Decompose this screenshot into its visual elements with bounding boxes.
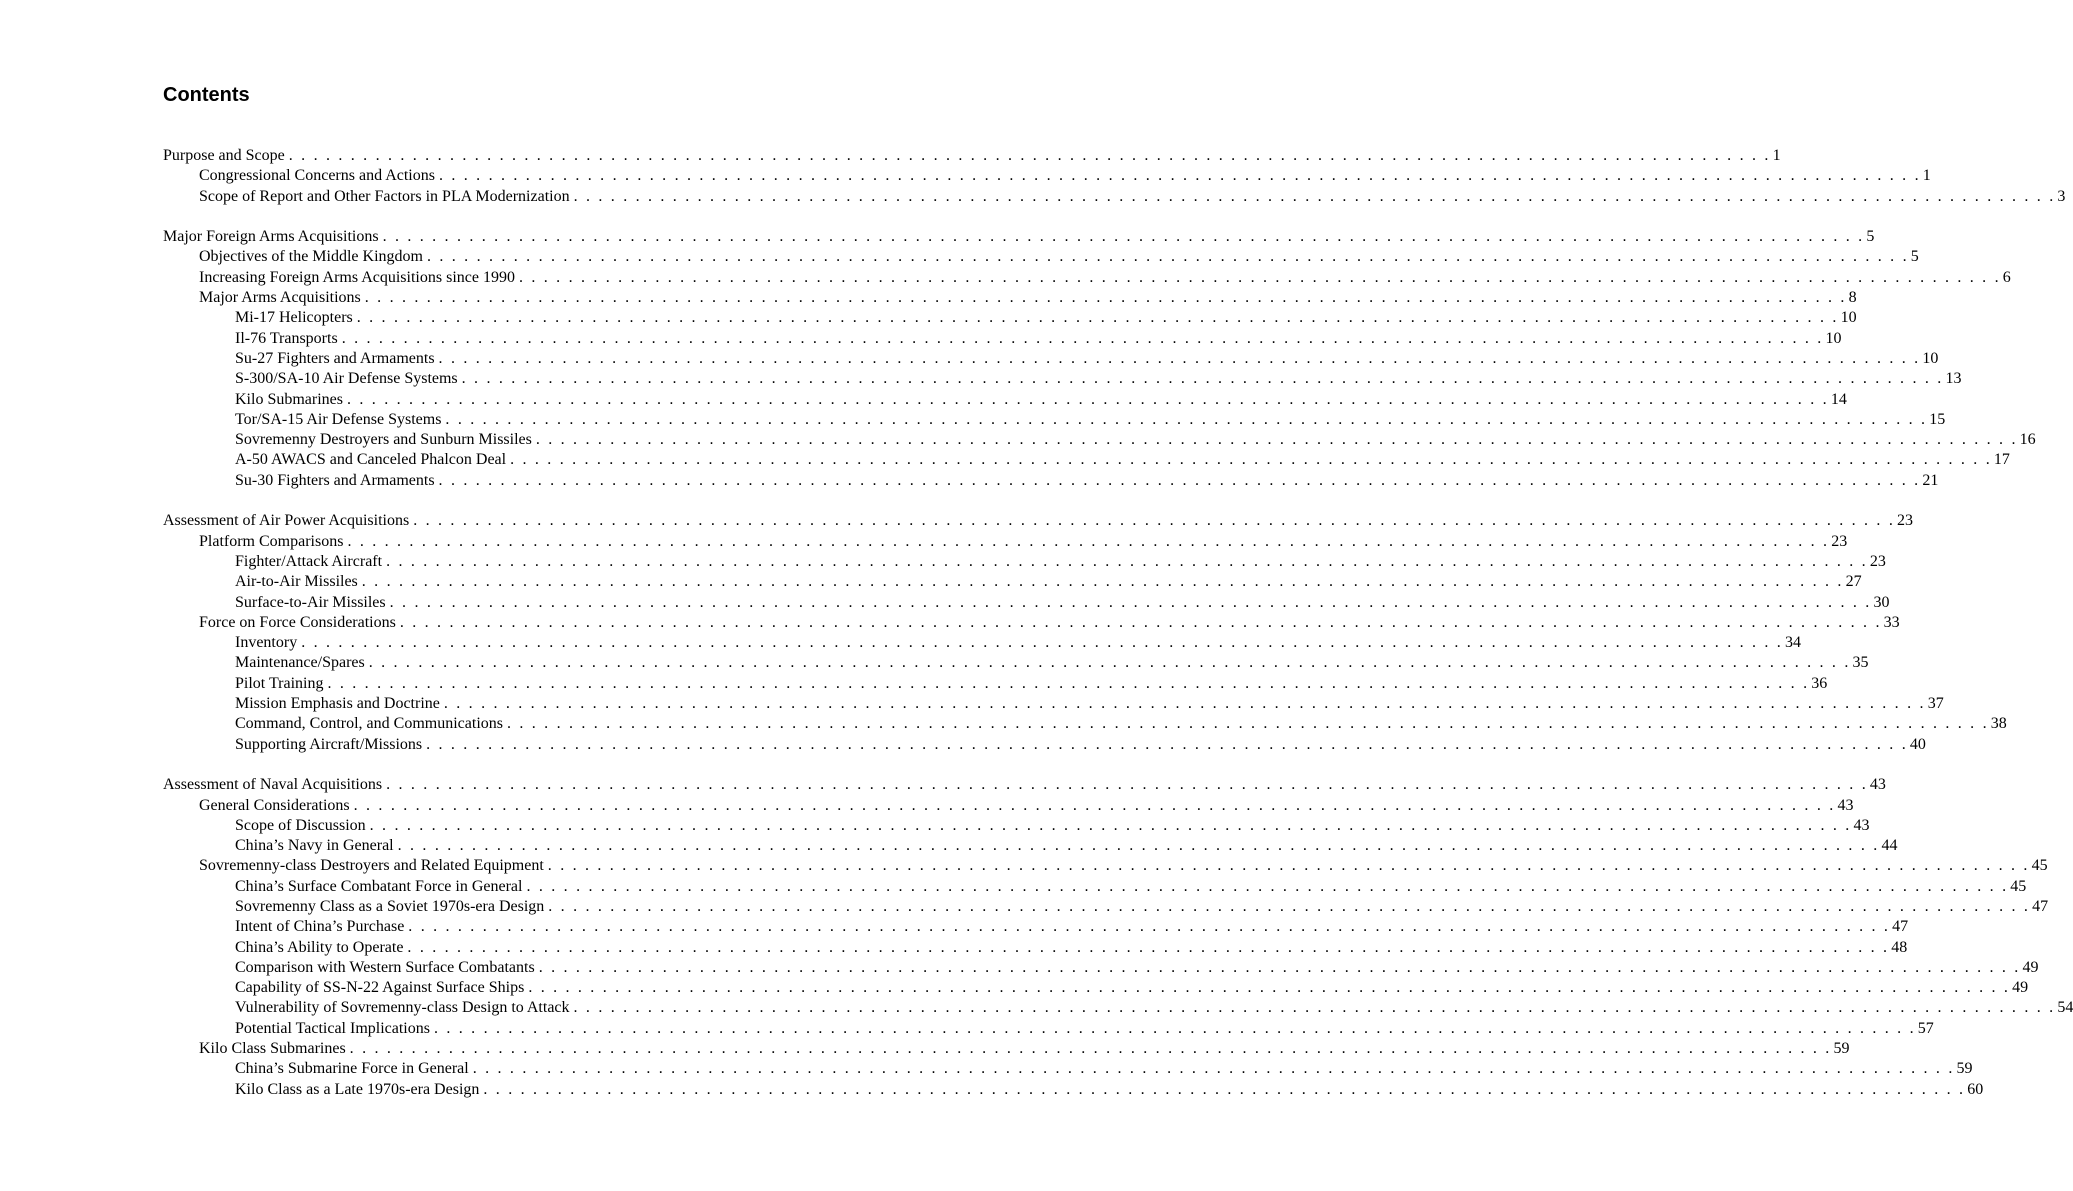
dot-leader: . . . . . . . . . . . . . . . . . . . . . . . . . . . . . . . . . . . . . . . . . . . . . . . . . . . . . . . . . . . . . . . . . . . . . . . . . . . . . . . . . . . . . . . . . . . . . . . . . . . . . . . . . . . . . . . . . . . . . . . . — [368, 654, 1851, 672]
toc-page-number: 59 — [1956, 1060, 1973, 1078]
toc-entry-title: Supporting Aircraft/Missions — [235, 735, 423, 753]
dot-leader: . . . . . . . . . . . . . . . . . . . . . . . . . . . . . . . . . . . . . . . . . . . . . . . . . . . . . . . . . . . . . . . . . . . . . . . . . . . . . . . . . . . . . . . . . . . . . . . . . . . . . . . . . . . . . . . . . . . . . . . . — [461, 370, 1944, 388]
toc-entry[interactable] — [163, 978, 2029, 998]
toc-page-number: 34 — [1785, 634, 1802, 652]
toc-entry[interactable] — [163, 227, 1875, 247]
dot-leader: . . . . . . . . . . . . . . . . . . . . . . . . . . . . . . . . . . . . . . . . . . . . . . . . . . . . . . . . . . . . . . . . . . . . . . . . . . . . . . . . . . . . . . . . . . . . . . . . . . . . . . . . . . . . . . . . . . . . . . . . — [389, 593, 1872, 611]
toc-page-number: 14 — [1830, 390, 1847, 408]
dot-leader: . . . . . . . . . . . . . . . . . . . . . . . . . . . . . . . . . . . . . . . . . . . . . . . . . . . . . . . . . . . . . . . . . . . . . . . . . . . . . . . . . . . . . . . . . . . . . . . . . . . . . . . . . . . . . . . . . . . . . . . . — [426, 248, 1909, 266]
dot-leader: . . . . . . . . . . . . . . . . . . . . . . . . . . . . . . . . . . . . . . . . . . . . . . . . . . . . . . . . . . . . . . . . . . . . . . . . . . . . . . . . . . . . . . . . . . . . . . . . . . . . . . . . . . . . . . . . . . . . . . . . — [386, 552, 1868, 570]
dot-leader: . . . . . . . . . . . . . . . . . . . . . . . . . . . . . . . . . . . . . . . . . . . . . . . . . . . . . . . . . . . . . . . . . . . . . . . . . . . . . . . . . . . . . . . . . . . . . . . . . . . . . . . . . . . . . . . . . . . . . . . . — [472, 1060, 1955, 1078]
toc-page-number: 60 — [1967, 1080, 1984, 1098]
dot-leader: . . . . . . . . . . . . . . . . . . . . . . . . . . . . . . . . . . . . . . . . . . . . . . . . . . . . . . . . . . . . . . . . . . . . . . . . . . . . . . . . . . . . . . . . . . . . . . . . . . . . . . . . . . . . . . . . . . . . . . . . — [538, 958, 2021, 976]
dot-leader: . . . . . . . . . . . . . . . . . . . . . . . . . . . . . . . . . . . . . . . . . . . . . . . . . . . . . . . . . . . . . . . . . . . . . . . . . . . . . . . . . . . . . . . . . . . . . . . . . . . . . . . . . . . . . . . . . . . . . . . . — [573, 187, 2056, 205]
toc-entry-title: Assessment of Naval Acquisitions — [163, 776, 383, 794]
dot-leader: . . . . . . . . . . . . . . . . . . . . . . . . . . . . . . . . . . . . . . . . . . . . . . . . . . . . . . . . . . . . . . . . . . . . . . . . . . . . . . . . . . . . . . . . . . . . . . . . . . . . . . . . . . . . . . . . . . . . . . . . — [573, 999, 2056, 1017]
toc-entry[interactable] — [163, 593, 1890, 613]
toc-entry[interactable] — [163, 674, 1828, 694]
toc-page-number: 43 — [1853, 816, 1870, 834]
toc-entry[interactable] — [163, 1039, 1850, 1059]
toc-entry-title: Intent of China’s Purchase — [235, 918, 405, 936]
toc-entry[interactable] — [163, 775, 1886, 795]
toc-entry-title: Major Foreign Arms Acquisitions — [163, 228, 379, 246]
toc-entry-title: Vulnerability of Sovremenny-class Design to Attack — [235, 999, 570, 1017]
toc-entry[interactable] — [163, 796, 1854, 816]
dot-leader: . . . . . . . . . . . . . . . . . . . . . . . . . . . . . . . . . . . . . . . . . . . . . . . . . . . . . . . . . . . . . . . . . . . . . . . . . . . . . . . . . . . . . . . . . . . . . . . . . . . . . . . . . . . . . . . . . . . . . . . . — [369, 816, 1852, 834]
toc-entry-title: Su-27 Fighters and Armaments — [235, 349, 435, 367]
toc-page-number: 43 — [1837, 796, 1854, 814]
toc-entry-title: Scope of Discussion — [235, 816, 366, 834]
toc-entry-title: S-300/SA-10 Air Defense Systems — [235, 370, 458, 388]
dot-leader: . . . . . . . . . . . . . . . . . . . . . . . . . . . . . . . . . . . . . . . . . . . . . . . . . . . . . . . . . . . . . . . . . . . . . . . . . . . . . . . . . . . . . . . . . . . . . . . . . . . . . . . . . . . . . . . . . . . . . . . . — [356, 309, 1839, 327]
toc-entry[interactable] — [163, 552, 1886, 572]
toc-page-number: 57 — [1917, 1019, 1934, 1037]
toc-page-number: 45 — [2031, 857, 2048, 875]
toc-page-number: 59 — [1833, 1040, 1850, 1058]
dot-leader: . . . . . . . . . . . . . . . . . . . . . . . . . . . . . . . . . . . . . . . . . . . . . . . . . . . . . . . . . . . . . . . . . . . . . . . . . . . . . . . . . . . . . . . . . . . . . . . . . . . . . . . . . . . . . . . . . . . . . . . . — [445, 410, 1928, 428]
toc-page-number: 6 — [2002, 268, 2011, 286]
toc-page-number: 17 — [1993, 451, 2010, 469]
toc-page-number: 37 — [1927, 695, 1944, 713]
dot-leader: . . . . . . . . . . . . . . . . . . . . . . . . . . . . . . . . . . . . . . . . . . . . . . . . . . . . . . . . . . . . . . . . . . . . . . . . . . . . . . . . . . . . . . . . . . . . . . . . . . . . . . . . . . . . . . . . . . . . . . . . — [528, 979, 2011, 997]
dot-leader: . . . . . . . . . . . . . . . . . . . . . . . . . . . . . . . . . . . . . . . . . . . . . . . . . . . . . . . . . . . . . . . . . . . . . . . . . . . . . . . . . . . . . . . . . . . . . . . . . . . . . . . . . . . . . . . . . . . . . . . . — [413, 512, 1896, 530]
toc-entry[interactable] — [163, 694, 1944, 714]
dot-leader: . . . . . . . . . . . . . . . . . . . . . . . . . . . . . . . . . . . . . . . . . . . . . . . . . . . . . . . . . . . . . . . . . . . . . . . . . . . . . . . . . . . . . . . . . . . . . . . . . . . . . . . . . . . . . . . . . . . . . . . . — [548, 897, 2031, 915]
toc-entry[interactable] — [163, 450, 2010, 470]
toc-entry-title: Su-30 Fighters and Armaments — [235, 471, 435, 489]
toc-page-number: 47 — [1892, 918, 1909, 936]
toc-page-number: 10 — [1825, 329, 1842, 347]
toc-entry-title: China’s Navy in General — [235, 837, 394, 855]
toc-entry[interactable] — [163, 998, 2073, 1018]
toc-page-number: 3 — [2057, 187, 2066, 205]
toc-page-number: 49 — [2022, 958, 2039, 976]
dot-leader: . . . . . . . . . . . . . . . . . . . . . . . . . . . . . . . . . . . . . . . . . . . . . . . . . . . . . . . . . . . . . . . . . . . . . . . . . . . . . . . . . . . . . . . . . . . . . . . . . . . . . . . . . . . . . . . . . . . . . . . . — [506, 715, 1989, 733]
toc-page-number: 36 — [1811, 674, 1828, 692]
table-of-contents — [163, 146, 2073, 1100]
toc-page-number: 10 — [1840, 309, 1857, 327]
toc-entry[interactable] — [163, 572, 1862, 592]
toc-entry-title: Potential Tactical Implications — [235, 1019, 430, 1037]
toc-entry-title: Kilo Class Submarines — [199, 1040, 346, 1058]
dot-leader: . . . . . . . . . . . . . . . . . . . . . . . . . . . . . . . . . . . . . . . . . . . . . . . . . . . . . . . . . . . . . . . . . . . . . . . . . . . . . . . . . . . . . . . . . . . . . . . . . . . . . . . . . . . . . . . . . . . . . . . . — [364, 289, 1847, 307]
toc-entry-title: Major Arms Acquisitions — [199, 289, 361, 307]
dot-leader: . . . . . . . . . . . . . . . . . . . . . . . . . . . . . . . . . . . . . . . . . . . . . . . . . . . . . . . . . . . . . . . . . . . . . . . . . . . . . . . . . . . . . . . . . . . . . . . . . . . . . . . . . . . . . . . . . . . . . . . . — [438, 471, 1921, 489]
toc-entry[interactable] — [163, 369, 1962, 389]
toc-entry-title: Pilot Training — [235, 674, 324, 692]
toc-entry[interactable] — [163, 166, 1931, 186]
toc-entry-title: Congressional Concerns and Actions — [199, 167, 435, 185]
toc-entry[interactable] — [163, 958, 2039, 978]
toc-page-number: 15 — [1929, 410, 1946, 428]
toc-entry-title: Surface-to-Air Missiles — [235, 593, 386, 611]
toc-entry-title: Mi-17 Helicopters — [235, 309, 353, 327]
toc-entry[interactable] — [163, 288, 1857, 308]
dot-leader: . . . . . . . . . . . . . . . . . . . . . . . . . . . . . . . . . . . . . . . . . . . . . . . . . . . . . . . . . . . . . . . . . . . . . . . . . . . . . . . . . . . . . . . . . . . . . . . . . . . . . . . . . . . . . . . . . . . . . . . . — [347, 390, 1829, 408]
toc-page-number: 40 — [1909, 735, 1926, 753]
toc-entry-title: A-50 AWACS and Canceled Phalcon Deal — [235, 451, 507, 469]
toc-entry[interactable] — [163, 430, 2036, 450]
toc-entry[interactable] — [163, 714, 2007, 734]
dot-leader: . . . . . . . . . . . . . . . . . . . . . . . . . . . . . . . . . . . . . . . . . . . . . . . . . . . . . . . . . . . . . . . . . . . . . . . . . . . . . . . . . . . . . . . . . . . . . . . . . . . . . . . . . . . . . . . . . . . . . . . . — [526, 877, 2009, 895]
toc-entry[interactable] — [163, 938, 1908, 958]
dot-leader: . . . . . . . . . . . . . . . . . . . . . . . . . . . . . . . . . . . . . . . . . . . . . . . . . . . . . . . . . . . . . . . . . . . . . . . . . . . . . . . . . . . . . . . . . . . . . . . . . . . . . . . . . . . . . . . . . . . . . . . . — [386, 776, 1868, 794]
toc-page-number: 45 — [2010, 877, 2027, 895]
toc-entry-title: Scope of Report and Other Factors in PLA Modernization — [199, 187, 570, 205]
dot-leader: . . . . . . . . . . . . . . . . . . . . . . . . . . . . . . . . . . . . . . . . . . . . . . . . . . . . . . . . . . . . . . . . . . . . . . . . . . . . . . . . . . . . . . . . . . . . . . . . . . . . . . . . . . . . . . . . . . . . . . . . — [397, 837, 1880, 855]
toc-entry[interactable] — [163, 247, 1919, 267]
toc-page-number: 8 — [1848, 289, 1857, 307]
toc-page-number: 13 — [1945, 370, 1962, 388]
toc-entry[interactable] — [163, 653, 1869, 673]
toc-page-number: 33 — [1883, 613, 1900, 631]
toc-entry[interactable] — [163, 390, 1847, 410]
toc-entry[interactable] — [163, 187, 2066, 207]
toc-entry-title: Comparison with Western Surface Combatants — [235, 958, 535, 976]
toc-entry-title: China’s Submarine Force in General — [235, 1060, 469, 1078]
toc-entry-title: Capability of SS-N-22 Against Surface Ships — [235, 979, 525, 997]
toc-entry[interactable] — [163, 917, 1909, 937]
toc-entry[interactable] — [163, 532, 1848, 552]
toc-entry[interactable] — [163, 836, 1898, 856]
toc-entry-title: Increasing Foreign Arms Acquisitions since 1990 — [199, 268, 515, 286]
toc-entry[interactable] — [163, 349, 1939, 369]
toc-page-number: 16 — [2019, 431, 2036, 449]
toc-entry-title: Platform Comparisons — [199, 532, 344, 550]
toc-page-number: 49 — [2012, 979, 2029, 997]
toc-entry-title: General Considerations — [199, 796, 350, 814]
dot-leader: . . . . . . . . . . . . . . . . . . . . . . . . . . . . . . . . . . . . . . . . . . . . . . . . . . . . . . . . . . . . . . . . . . . . . . . . . . . . . . . . . . . . . . . . . . . . . . . . . . . . . . . . . . . . . . . . . . . . . . . . — [438, 349, 1921, 367]
dot-leader: . . . . . . . . . . . . . . . . . . . . . . . . . . . . . . . . . . . . . . . . . . . . . . . . . . . . . . . . . . . . . . . . . . . . . . . . . . . . . . . . . . . . . . . . . . . . . . . . . . . . . . . . . . . . . . . . . . . . . . . . — [301, 634, 1784, 652]
toc-page-number: 1 — [1922, 167, 1931, 185]
toc-entry-title: Sovremenny Class as a Soviet 1970s-era Design — [235, 897, 545, 915]
toc-page-number: 1 — [1772, 147, 1781, 164]
dot-leader: . . . . . . . . . . . . . . . . . . . . . . . . . . . . . . . . . . . . . . . . . . . . . . . . . . . . . . . . . . . . . . . . . . . . . . . . . . . . . . . . . . . . . . . . . . . . . . . . . . . . . . . . . . . . . . . . . . . . . . . . — [510, 451, 1992, 469]
dot-leader: . . . . . . . . . . . . . . . . . . . . . . . . . . . . . . . . . . . . . . . . . . . . . . . . . . . . . . . . . . . . . . . . . . . . . . . . . . . . . . . . . . . . . . . . . . . . . . . . . . . . . . . . . . . . . . . . . . . . . . . . — [547, 857, 2030, 875]
toc-entry[interactable] — [163, 633, 1802, 653]
dot-leader: . . . . . . . . . . . . . . . . . . . . . . . . . . . . . . . . . . . . . . . . . . . . . . . . . . . . . . . . . . . . . . . . . . . . . . . . . . . . . . . . . . . . . . . . . . . . . . . . . . . . . . . . . . . . . . . . . . . . . . . . — [347, 532, 1830, 550]
dot-leader: . . . . . . . . . . . . . . . . . . . . . . . . . . . . . . . . . . . . . . . . . . . . . . . . . . . . . . . . . . . . . . . . . . . . . . . . . . . . . . . . . . . . . . . . . . . . . . . . . . . . . . . . . . . . . . . . . . . . . . . . — [382, 228, 1865, 246]
page-title: Contents — [163, 84, 250, 106]
dot-leader: . . . . . . . . . . . . . . . . . . . . . . . . . . . . . . . . . . . . . . . . . . . . . . . . . . . . . . . . . . . . . . . . . . . . . . . . . . . . . . . . . . . . . . . . . . . . . . . . . . . . . . . . . . . . . . . . . . . . . . . . — [433, 1019, 1916, 1037]
dot-leader: . . . . . . . . . . . . . . . . . . . . . . . . . . . . . . . . . . . . . . . . . . . . . . . . . . . . . . . . . . . . . . . . . . . . . . . . . . . . . . . . . . . . . . . . . . . . . . . . . . . . . . . . . . . . . . . . . . . . . . . . — [443, 695, 1926, 713]
toc-entry[interactable] — [163, 897, 2049, 917]
toc-entry[interactable] — [163, 268, 2011, 288]
toc-entry-title: Command, Control, and Communications — [235, 715, 503, 733]
toc-entry-title: Sovremenny Destroyers and Sunburn Missiles — [235, 431, 532, 449]
dot-leader: . . . . . . . . . . . . . . . . . . . . . . . . . . . . . . . . . . . . . . . . . . . . . . . . . . . . . . . . . . . . . . . . . . . . . . . . . . . . . . . . . . . . . . . . . . . . . . . . . . . . . . . . . . . . . . . . . . . . . . . . — [535, 431, 2018, 449]
toc-entry-title: Kilo Submarines — [235, 390, 343, 408]
dot-leader: . . . . . . . . . . . . . . . . . . . . . . . . . . . . . . . . . . . . . . . . . . . . . . . . . . . . . . . . . . . . . . . . . . . . . . . . . . . . . . . . . . . . . . . . . . . . . . . . . . . . . . . . . . . . . . . . . . . . . . . . — [438, 167, 1921, 185]
toc-entry[interactable] — [163, 816, 1870, 836]
toc-entry[interactable] — [163, 471, 1939, 491]
toc-entry[interactable] — [163, 308, 1857, 328]
toc-entry-title: Inventory — [235, 634, 298, 652]
dot-leader: . . . . . . . . . . . . . . . . . . . . . . . . . . . . . . . . . . . . . . . . . . . . . . . . . . . . . . . . . . . . . . . . . . . . . . . . . . . . . . . . . . . . . . . . . . . . . . . . . . . . . . . . . . . . . . . . . . . . . . . . — [327, 674, 1810, 692]
toc-entry-title: Tor/SA-15 Air Defense Systems — [235, 410, 442, 428]
toc-entry[interactable] — [163, 511, 1914, 531]
dot-leader: . . . . . . . . . . . . . . . . . . . . . . . . . . . . . . . . . . . . . . . . . . . . . . . . . . . . . . . . . . . . . . . . . . . . . . . . . . . . . . . . . . . . . . . . . . . . . . . . . . . . . . . . . . . . . . . . . . . . . . . . — [399, 613, 1882, 631]
toc-page-number: 23 — [1897, 512, 1914, 530]
toc-entry-title: Kilo Class as a Late 1970s-era Design — [235, 1080, 480, 1098]
toc-entry-title: Il-76 Transports — [235, 329, 338, 347]
toc-page-number: 44 — [1881, 837, 1898, 855]
toc-page-number: 54 — [2057, 999, 2073, 1017]
dot-leader: . . . . . . . . . . . . . . . . . . . . . . . . . . . . . . . . . . . . . . . . . . . . . . . . . . . . . . . . . . . . . . . . . . . . . . . . . . . . . . . . . . . . . . . . . . . . . . . . . . . . . . . . . . . . . . . . . . . . . . . . — [361, 573, 1844, 591]
toc-entry[interactable] — [163, 735, 1926, 755]
toc-entry-title: Assessment of Air Power Acquisitions — [163, 512, 410, 530]
toc-entry[interactable] — [163, 1019, 1934, 1039]
toc-entry-title: China’s Surface Combatant Force in General — [235, 877, 523, 895]
dot-leader: . . . . . . . . . . . . . . . . . . . . . . . . . . . . . . . . . . . . . . . . . . . . . . . . . . . . . . . . . . . . . . . . . . . . . . . . . . . . . . . . . . . . . . . . . . . . . . . . . . . . . . . . . . . . . . . . . . . . . . . . — [288, 147, 1771, 164]
dot-leader: . . . . . . . . . . . . . . . . . . . . . . . . . . . . . . . . . . . . . . . . . . . . . . . . . . . . . . . . . . . . . . . . . . . . . . . . . . . . . . . . . . . . . . . . . . . . . . . . . . . . . . . . . . . . . . . . . . . . . . . . — [518, 268, 2001, 286]
toc-entry-title: Force on Force Considerations — [199, 613, 396, 631]
toc-page-number: 47 — [2032, 897, 2049, 915]
toc-page-number: 21 — [1922, 471, 1939, 489]
toc-entry[interactable] — [163, 329, 1842, 349]
toc-entry[interactable] — [163, 856, 2048, 876]
toc-page-number: 43 — [1869, 776, 1886, 794]
toc-page-number: 10 — [1922, 349, 1939, 367]
toc-entry-title: Objectives of the Middle Kingdom — [199, 248, 423, 266]
toc-entry[interactable] — [163, 1059, 1973, 1079]
dot-leader: . . . . . . . . . . . . . . . . . . . . . . . . . . . . . . . . . . . . . . . . . . . . . . . . . . . . . . . . . . . . . . . . . . . . . . . . . . . . . . . . . . . . . . . . . . . . . . . . . . . . . . . . . . . . . . . . . . . . . . . . — [349, 1040, 1832, 1058]
toc-entry[interactable] — [163, 1080, 1984, 1100]
dot-leader: . . . . . . . . . . . . . . . . . . . . . . . . . . . . . . . . . . . . . . . . . . . . . . . . . . . . . . . . . . . . . . . . . . . . . . . . . . . . . . . . . . . . . . . . . . . . . . . . . . . . . . . . . . . . . . . . . . . . . . . . — [407, 938, 1890, 956]
toc-entry-title: Maintenance/Spares — [235, 654, 365, 672]
toc-page-number: 27 — [1845, 573, 1862, 591]
toc-page-number: 23 — [1869, 552, 1886, 570]
dot-leader: . . . . . . . . . . . . . . . . . . . . . . . . . . . . . . . . . . . . . . . . . . . . . . . . . . . . . . . . . . . . . . . . . . . . . . . . . . . . . . . . . . . . . . . . . . . . . . . . . . . . . . . . . . . . . . . . . . . . . . . . — [426, 735, 1908, 753]
toc-page-number: 30 — [1873, 593, 1890, 611]
dot-leader: . . . . . . . . . . . . . . . . . . . . . . . . . . . . . . . . . . . . . . . . . . . . . . . . . . . . . . . . . . . . . . . . . . . . . . . . . . . . . . . . . . . . . . . . . . . . . . . . . . . . . . . . . . . . . . . . . . . . . . . . — [353, 796, 1836, 814]
toc-entry-title: Fighter/Attack Aircraft — [235, 552, 383, 570]
toc-entry[interactable] — [163, 410, 1946, 430]
toc-entry-title: Sovremenny-class Destroyers and Related Equipment — [199, 857, 544, 875]
toc-page-number: 48 — [1891, 938, 1908, 956]
dot-leader: . . . . . . . . . . . . . . . . . . . . . . . . . . . . . . . . . . . . . . . . . . . . . . . . . . . . . . . . . . . . . . . . . . . . . . . . . . . . . . . . . . . . . . . . . . . . . . . . . . . . . . . . . . . . . . . . . . . . . . . . — [408, 918, 1891, 936]
toc-page-number: 35 — [1852, 654, 1869, 672]
toc-entry[interactable] — [163, 146, 1781, 166]
toc-entry[interactable] — [163, 877, 2027, 897]
toc-entry-title: Mission Emphasis and Doctrine — [235, 695, 440, 713]
toc-entry[interactable] — [163, 613, 1900, 633]
dot-leader: . . . . . . . . . . . . . . . . . . . . . . . . . . . . . . . . . . . . . . . . . . . . . . . . . . . . . . . . . . . . . . . . . . . . . . . . . . . . . . . . . . . . . . . . . . . . . . . . . . . . . . . . . . . . . . . . . . . . . . . . — [341, 329, 1824, 347]
toc-page-number: 5 — [1866, 228, 1875, 246]
toc-page-number: 5 — [1910, 248, 1919, 266]
toc-page-number: 23 — [1831, 532, 1848, 550]
toc-page-number: 38 — [1990, 715, 2007, 733]
toc-entry-title: China’s Ability to Operate — [235, 938, 404, 956]
dot-leader: . . . . . . . . . . . . . . . . . . . . . . . . . . . . . . . . . . . . . . . . . . . . . . . . . . . . . . . . . . . . . . . . . . . . . . . . . . . . . . . . . . . . . . . . . . . . . . . . . . . . . . . . . . . . . . . . . . . . . . . . — [483, 1080, 1966, 1098]
toc-entry-title: Purpose and Scope — [163, 147, 285, 164]
toc-entry-title: Air-to-Air Missiles — [235, 573, 358, 591]
